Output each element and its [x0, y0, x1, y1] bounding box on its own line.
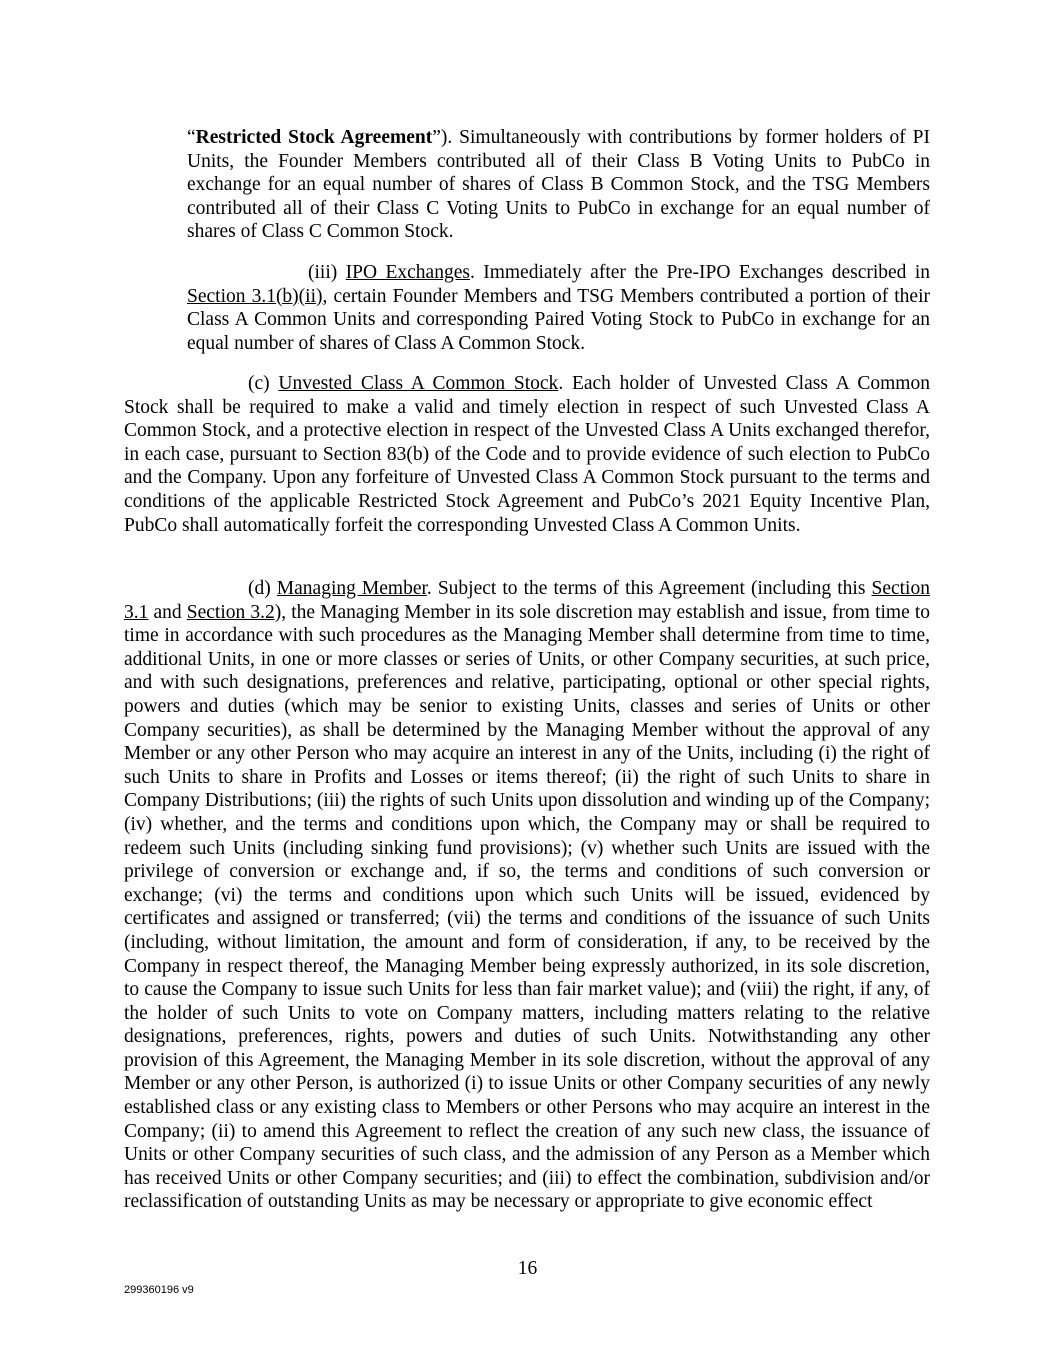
- paragraph-text: and: [148, 601, 187, 623]
- paragraph-managing-member: [124, 577, 930, 1214]
- defined-term: Restricted Stock Agreement: [195, 127, 433, 148]
- open-quote: “: [187, 127, 196, 148]
- clause-label: (c): [248, 373, 279, 394]
- paragraph-text: ), the Managing Member in its sole discretion may establish and issue, from time to time in accordance with such procedures as the Managing Member shall determine from time to time, additional Units, in one or more classes or series of Units, or other Company securities, at such price, and with such designations, preferences and relative, participating, optional or other special rights, powers and duties (which may be senior to existing Units, classes and series of Units or other Company securities), as shall be determined by the Managing Member without the approval of any Member or any other Person who may acquire an interest in any of the Units, including (i) the right of such Units to share in Profits and Losses or items thereof; (ii) the right of such Units to share in Company Distributions; (iii) the rights of such Units upon dissolution and winding up of the Company; (iv) whether, and the terms and conditions upon which, the Company may or shall be required to redeem such Units (including sinking fund provisions); (v) whether such Units are issued with the privilege of conversion or exchange and, if so, the terms and conditions of such conversion or exchange; (vi) the terms and conditions upon which such Units will be issued, evidenced by certificates and assigned or transferred; (vii) the terms and conditions of the issuance of such Units (including, without limitation, the amount and form of consideration, if any, to be received by the Company in respect thereof, the Managing Member being expressly authorized, in its sole discretion, to cause the Company to issue such Units for less than fair market value); and (viii) the right, if any, of the holder of such Units to vote on Company matters, including matters relating to the relative designations, preferences, rights, powers and duties of such Units. Notwithstanding any other provision of this Agreement, the Managing Member in its sole discretion, without the approval of any Member or any other Person, is authorized (i) to issue Units or other Company securities of any newly established class or any existing class to Members or other Persons who may acquire an interest in the Company; (ii) to amend this Agreement to reflect the creation of any such new class, the issuance of Units or other Company securities of such class, and the admission of any Person as a Member which has received Units or other Company securities; and (iii) to effect the combination, subdivision and/or reclassification of outstanding Units as may be necessary or appropriate to give economic effect: [124, 601, 931, 1213]
- paragraph-text: , certain Founder Members and TSG Members contributed a portion of their Class A Common Units and corresponding Paired Voting Stock to PubCo in exchange for an equal number of shares of Class A Common Stock.: [187, 285, 930, 354]
- section-reference: Section 3.1(b)(ii): [187, 285, 323, 307]
- paragraph-restricted-stock-agreement: [187, 126, 930, 244]
- clause-heading: Unvested Class A Common Stock: [278, 373, 559, 394]
- paragraph-ipo-exchanges: [187, 261, 930, 355]
- paragraph-unvested-class-a: [124, 372, 930, 537]
- clause-heading: Managing Member: [276, 578, 427, 599]
- clause-heading: IPO Exchanges: [345, 262, 470, 283]
- page-number: 16: [517, 1258, 538, 1279]
- section-reference: Section 3.1: [124, 578, 930, 623]
- paragraph-text: . Subject to the terms of this Agreement (including this: [426, 578, 872, 599]
- paragraph-text: . Each holder of Unvested Class A Common Stock shall be required to make a valid and timely election in respect of such Unvested Class A Common Stock, and a protective election in respect of the Unvested Class A Units exchanged therefor, in each case, pursuant to Section 83(b) of the Code and to provide evidence of such election to PubCo and the Company. Upon any forfeiture of Unvested Class A Common Stock pursuant to the terms and conditions of the applicable Restricted Stock Agreement and PubCo’s 2021 Equity Incentive Plan, PubCo shall automatically forfeit the corresponding Unvested Class A Common Units.: [124, 373, 930, 536]
- paragraph-text: . Immediately after the Pre-IPO Exchanges described in: [469, 262, 931, 283]
- clause-label: (iii): [308, 262, 346, 283]
- paragraph-text: ”). Simultaneously with contributions by former holders of PI Units, the Founder Members contributed all of their Class B Voting Units to PubCo in exchange for an equal number of shares of Class B Common Stock, and the TSG Members contributed all of their Class C Voting Units to PubCo in exchange for an equal number of shares of Class C Common Stock.: [187, 127, 930, 243]
- section-reference: Section 3.2: [186, 601, 275, 623]
- document-id: 299360196 v9: [124, 1284, 194, 1296]
- clause-label: (d): [248, 578, 277, 599]
